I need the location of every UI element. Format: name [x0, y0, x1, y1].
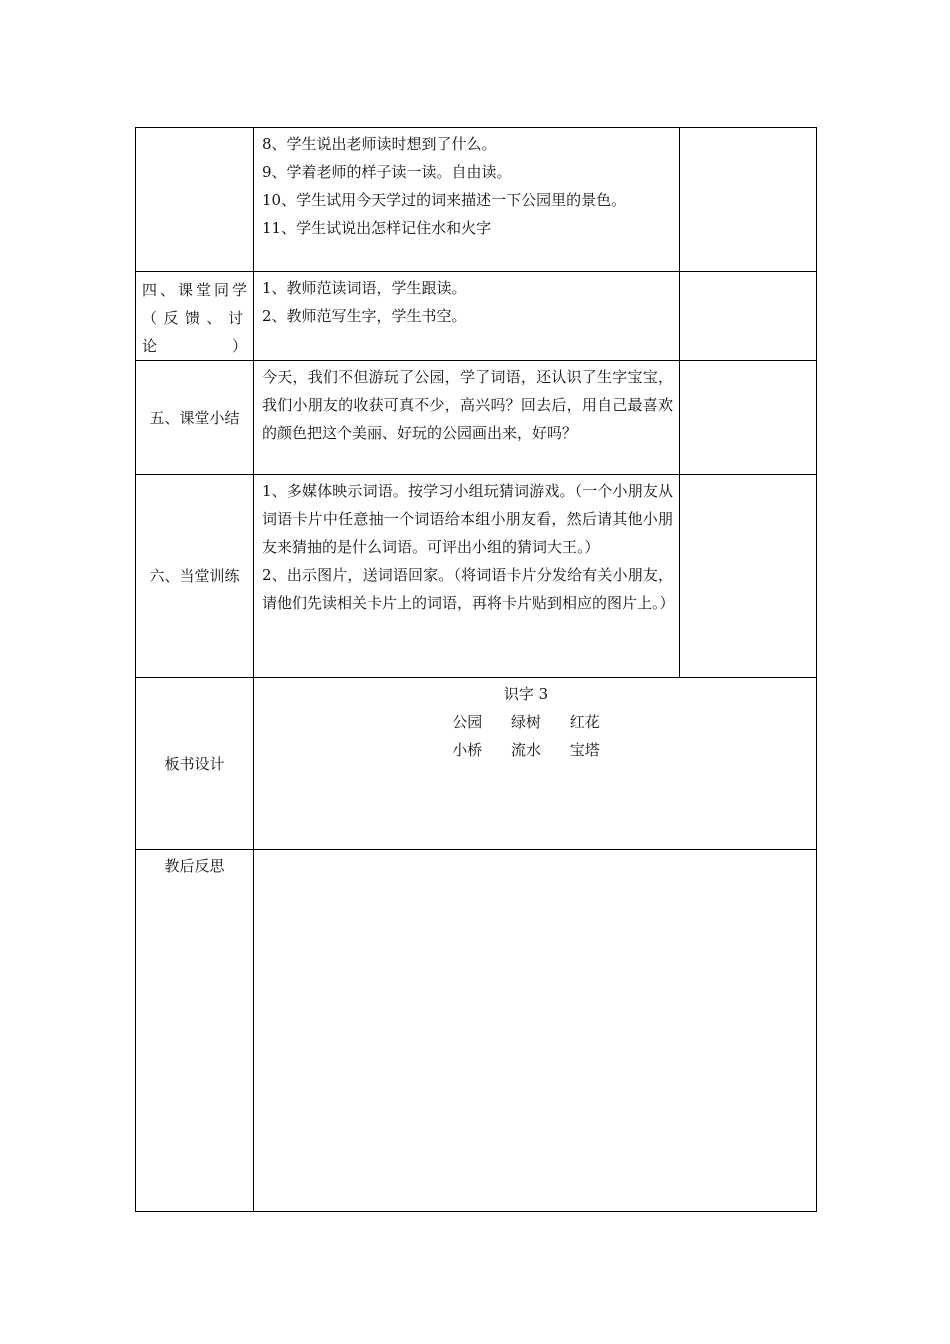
practice-label-line: （反馈、讨 — [142, 309, 247, 327]
practice-line: 2、教师范写生字，学生书空。 — [262, 307, 467, 325]
board-word: 公园 — [452, 713, 483, 731]
board-word: 绿树 — [510, 713, 541, 731]
table-row-practice — [136, 272, 817, 361]
step-line: 10、学生试用今天学过的词来描述一下公园里的景色。 — [262, 191, 627, 209]
steps-note-cell — [680, 128, 817, 272]
practice-label-line: 四、课堂同学 — [142, 281, 247, 299]
training-item-2: 2、出示图片，送词语回家。（将词语卡片分发给有关小朋友，请他们先读相关卡片上的词语，再将卡片贴到相应的图片上。） — [262, 566, 675, 612]
board-word: 小桥 — [452, 741, 483, 759]
practice-label-line: 论） — [142, 337, 247, 355]
table-row-summary — [136, 361, 817, 475]
summary-note-cell — [680, 361, 817, 475]
board-word: 红花 — [569, 713, 600, 731]
step-line: 8、学生说出老师读时想到了什么。 — [262, 135, 497, 153]
reflection-label-cell: 教后反思 — [136, 850, 254, 1212]
training-item-1: 1、多媒体映示词语。按学习小组玩猜词游戏。（一个小朋友从词语卡片中任意抽一个词语给本组小朋友看，然后请其他小朋友来猜抽的是什么词语。可评出小组的猜词大王。） — [262, 482, 673, 556]
table-row-reflection — [136, 850, 817, 1212]
table-row-training — [136, 475, 817, 678]
practice-note-cell — [680, 272, 817, 361]
practice-label-cell — [136, 272, 254, 361]
training-content-cell — [254, 475, 680, 678]
steps-content-cell — [254, 128, 680, 272]
training-note-cell — [680, 475, 817, 678]
board-words-row-1 — [254, 708, 798, 736]
board-label-cell: 板书设计 — [136, 678, 254, 850]
steps-label-cell — [136, 128, 254, 272]
training-label-cell: 六、当堂训练 — [136, 475, 254, 678]
summary-content-cell: 今天，我们不但游玩了公园，学了词语，还认识了生字宝宝，我们小朋友的收获可真不少，高兴吗？回去后，用自己最喜欢的颜色把这个美丽、好玩的公园画出来，好吗？ — [254, 361, 680, 475]
table-row-board — [136, 678, 817, 850]
reflection-content-cell — [254, 850, 817, 1212]
lesson-plan-table — [135, 127, 817, 1212]
practice-line: 1、教师范读词语，学生跟读。 — [262, 279, 467, 297]
practice-content-cell — [254, 272, 680, 361]
board-words-row-2 — [254, 736, 798, 764]
summary-label-cell: 五、课堂小结 — [136, 361, 254, 475]
step-line: 11、学生试说出怎样记住水和火字 — [262, 219, 492, 237]
board-word: 流水 — [510, 741, 541, 759]
board-word: 宝塔 — [569, 741, 600, 759]
lesson-plan-sheet — [135, 127, 816, 1212]
step-line: 9、学着老师的样子读一读。自由读。 — [262, 163, 512, 181]
board-content-cell — [254, 678, 817, 850]
table-row-steps — [136, 128, 817, 272]
board-title: 识字 3 — [503, 685, 549, 703]
